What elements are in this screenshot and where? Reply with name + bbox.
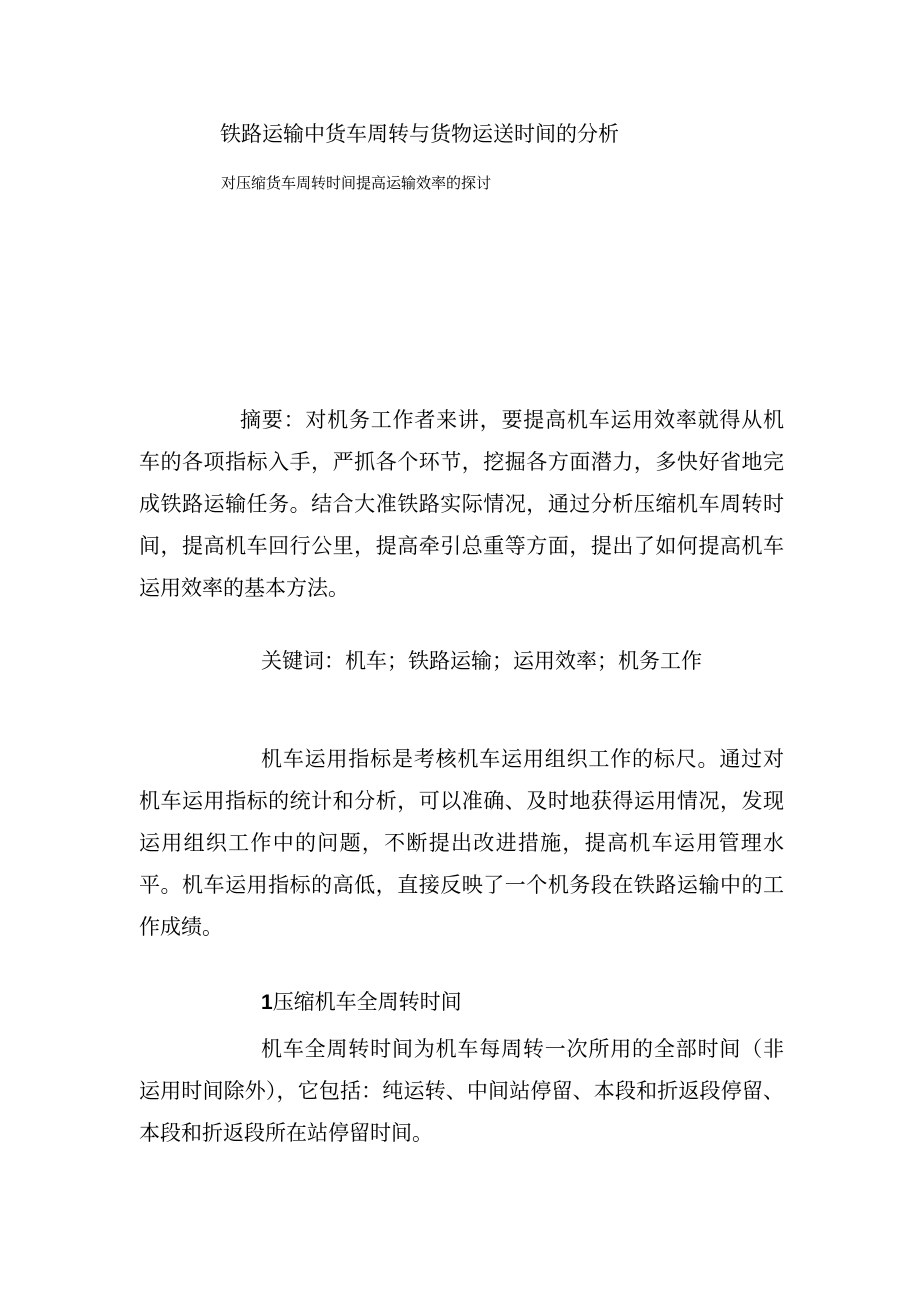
section-body-paragraph: 机车全周转时间为机车每周转一次所用的全部时间（非运用时间除外），它包括：纯运转、中间站停留、本段和折返段停留、本段和折返段所在站停留时间。: [139, 1037, 784, 1145]
keywords-line: 关键词：机车；铁路运输；运用效率；机务工作: [261, 649, 702, 673]
abstract-paragraph: 摘要：对机务工作者来讲，要提高机车运用效率就得从机车的各项指标入手，严抓各个环节，挖掘各方面潜力，多快好省地完成铁路运输任务。结合大准铁路实际情况，通过分析压缩机车周转时间，提高机车回行公里，提高牵引总重等方面，提出了如何提高机车运用效率的基本方法。: [139, 408, 784, 600]
document-title: 铁路运输中货车周转与货物运送时间的分析: [220, 122, 619, 146]
section-heading-text: 压缩机车全周转时间: [272, 990, 462, 1014]
document-subtitle: 对压缩货车周转时间提高运输效率的探讨: [221, 174, 492, 192]
section-number: 1: [261, 991, 273, 1014]
intro-paragraph: 机车运用指标是考核机车运用组织工作的标尺。通过对机车运用指标的统计和分析，可以准确、及时地获得运用情况，发现运用组织工作中的问题，不断提出改进措施，提高机车运用管理水平。机车运用指标的高低，直接反映了一个机务段在铁路运输中的工作成绩。: [139, 747, 784, 939]
section-heading: [261, 981, 462, 1024]
